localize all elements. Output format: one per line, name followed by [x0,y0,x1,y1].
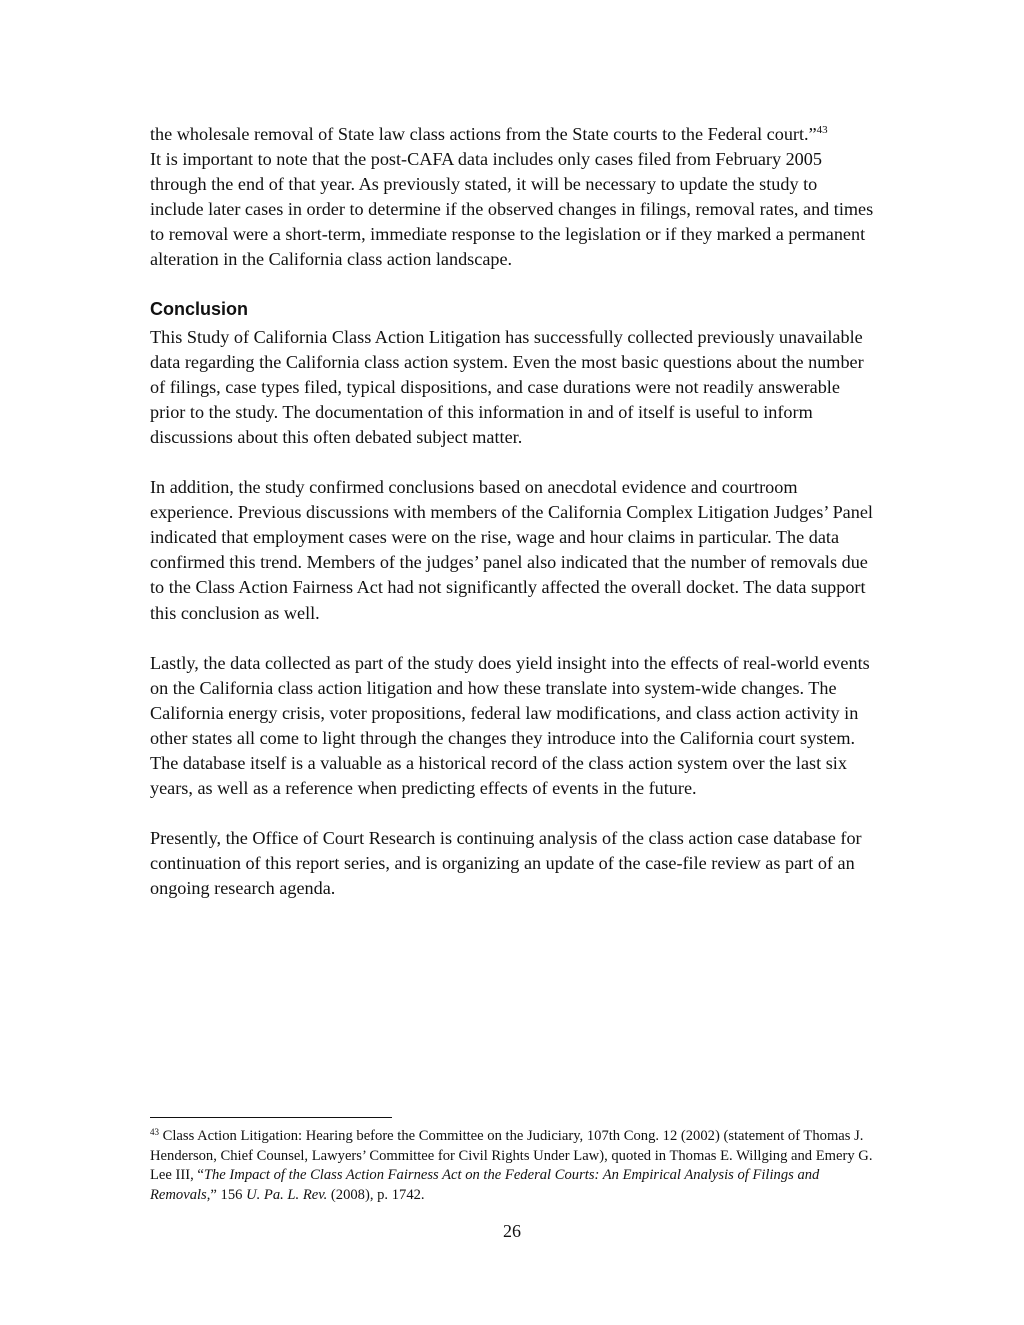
quote-continuation [150,122,874,147]
page-body [150,122,874,901]
footnote-text-part-1: Class Action Litigation: Hearing before the Committee on the Judiciary, 107th Cong. 12 (2002) (statement of Thomas J. Henderson, Chief Counsel, Lawyers’ Committee for Civil Rights Under Law), quoted in Thomas E. Willging and Emery G. Lee III, “ [150,1128,873,1184]
footnote-cited-title: The Impact of the Class Action Fairness Act on the Federal Courts: An Empirical Analysis of Filings and Removals [150,1167,820,1204]
conclusion-paragraph-1: This Study of California Class Action Litigation has successfully collected previously unavailable data regarding the California class action system. Even the most basic questions about the number of filings, case types filed, typical dispositions, and case durations were not readily answerable prior to the study. The documentation of this information in and of itself is useful to inform discussions about this often debated subject matter. [150,326,864,447]
quote-text: the wholesale removal of State law class actions from the State courts to the Federal court.” [150,124,817,144]
footnote-text-part-3: (2008), p. 1742. [327,1187,425,1204]
conclusion-paragraph-4: Presently, the Office of Court Research is continuing analysis of the class action case database for continuation of this report series, and is organizing an update of the case-file review as part of an ongoing research agenda. [150,828,862,899]
footnote-journal-name: U. Pa. L. Rev. [246,1187,328,1204]
footnote-43 [150,1127,878,1206]
footnote-number: 43 [150,1127,159,1137]
section-heading-conclusion: Conclusion [150,298,248,319]
conclusion-paragraph-2: In addition, the study confirmed conclusions based on anecdotal evidence and courtroom experience. Previous discussions with members of the California Complex Litigation Judges’ Panel indicated that employment cases were on the rise, wage and hour claims in particular. The data confirmed this trend. Members of the judges’ panel also indicated that the number of removals due to the Class Action Fairness Act had not significantly affected the overall docket. The data support this conclusion as well. [150,477,873,623]
page-number: 26 [503,1221,521,1241]
footnote-text-part-2: ,” 156 [206,1187,247,1204]
post-cafa-paragraph: It is important to note that the post-CAFA data includes only cases filed from February 2005 through the end of that year. As previously stated, it will be necessary to update the study to include later cases in order to determine if the observed changes in filings, removal rates, and times to removal were a short-term, immediate response to the legislation or if they marked a permanent alteration in the California class action landscape. [150,149,874,270]
conclusion-paragraph-3: Lastly, the data collected as part of the study does yield insight into the effects of real-world events on the California class action litigation and how these translate into system-wide changes. The California energy crisis, voter propositions, federal law modifications, and class action activity in other states all come to light through the changes they introduce into the California court system. The database itself is a valuable as a historical record of the class action system over the last six years, as well as a reference when predicting effects of events in the future. [150,652,870,799]
footnote-reference[interactable]: 43 [816,124,828,136]
footnote-divider [150,1117,392,1118]
